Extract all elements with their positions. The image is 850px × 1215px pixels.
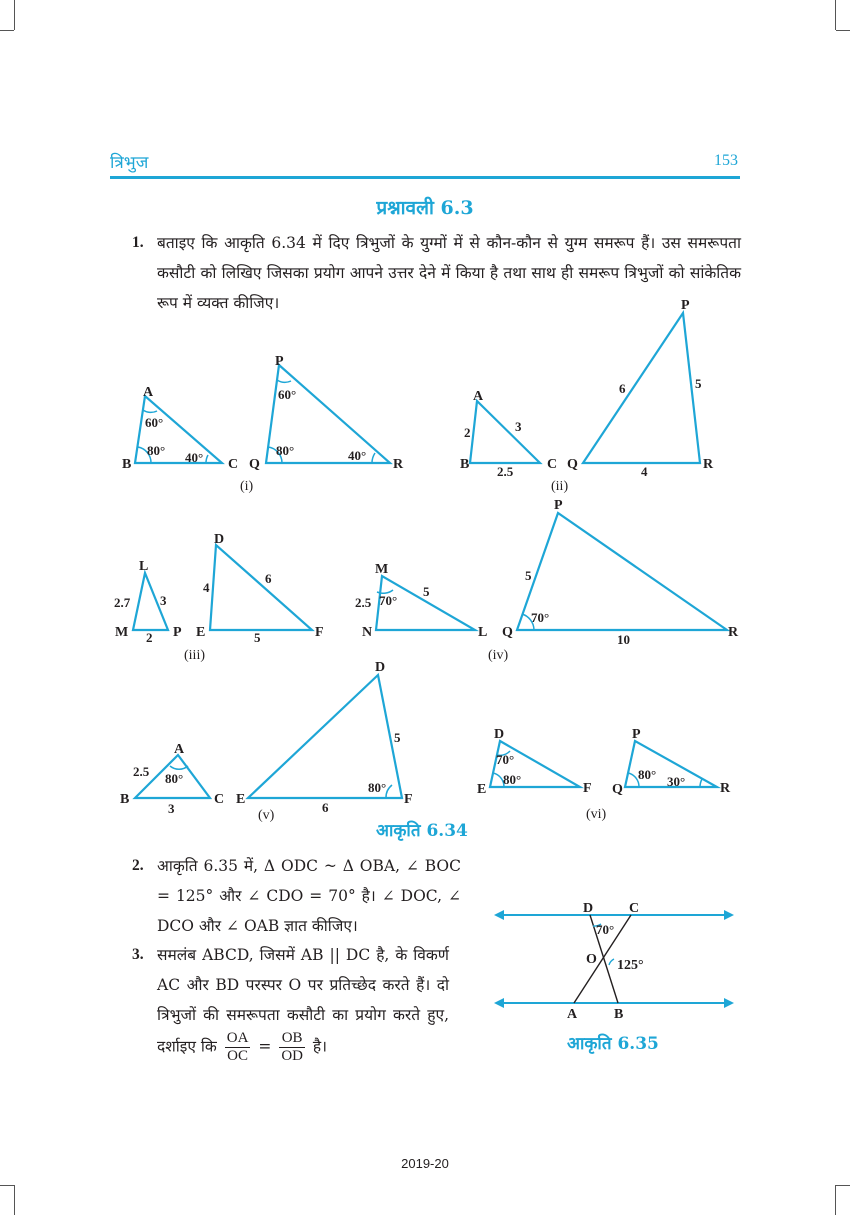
vertex-label: R bbox=[393, 457, 404, 472]
exercise-title: प्रश्नावली 6.3 bbox=[376, 197, 474, 219]
side-label: 5 bbox=[525, 568, 532, 583]
side-label: 5 bbox=[423, 584, 430, 599]
side-label: 6 bbox=[322, 800, 329, 815]
vertex-label: P bbox=[681, 298, 690, 313]
crop-mark bbox=[835, 1185, 836, 1215]
vertex-label: M bbox=[115, 625, 129, 640]
figure-6-34 bbox=[0, 290, 850, 890]
vertex-label: P bbox=[554, 498, 563, 513]
equals-sign: = bbox=[258, 1037, 272, 1056]
vertex-label: P bbox=[632, 727, 641, 742]
vertex-label: B bbox=[460, 457, 470, 472]
vertex-label: P bbox=[173, 625, 182, 640]
side-label: 4 bbox=[641, 464, 648, 479]
side-label: 2.5 bbox=[133, 764, 150, 779]
angle-label: 30° bbox=[667, 774, 686, 789]
crop-mark bbox=[0, 1185, 14, 1186]
angle-label: 80° bbox=[147, 443, 166, 458]
vertex-label: Q bbox=[502, 625, 513, 640]
angle-label: 80° bbox=[503, 772, 522, 787]
crop-mark bbox=[0, 30, 14, 31]
side-label: 3 bbox=[168, 801, 175, 816]
vertex-label: Q bbox=[567, 457, 578, 472]
vertex-label: E bbox=[236, 792, 246, 807]
figure-6-35 bbox=[484, 895, 754, 1065]
question-text bbox=[157, 940, 449, 1065]
fraction-denominator: OD bbox=[281, 1048, 303, 1064]
vertex-label: Q bbox=[612, 782, 623, 797]
vertex-label: F bbox=[404, 792, 413, 807]
angle-label: 70° bbox=[596, 922, 615, 937]
angle-label: 80° bbox=[638, 767, 657, 782]
vertex-label: L bbox=[478, 625, 488, 640]
vertex-label: F bbox=[315, 625, 324, 640]
side-label: 2.7 bbox=[114, 595, 131, 610]
vertex-label: E bbox=[477, 782, 487, 797]
fraction-ob-od bbox=[279, 1030, 305, 1065]
figure-part-label: (v) bbox=[258, 808, 275, 823]
angle-label: 80° bbox=[368, 780, 387, 795]
vertex-label: Q bbox=[249, 457, 260, 472]
question-number: 3. bbox=[132, 946, 144, 963]
vertex-label: B bbox=[122, 457, 132, 472]
question-text-part: समलंब ABCD, जिसमें AB || DC है, के विकर्ण AC और BD परस्पर O पर प्रतिच्छेद करते हैं। दो त्रिभुजों की समरूपता कसौटी का प्रयोग करते हुए, दर्शाइए कि bbox=[157, 946, 449, 1056]
angle-label: 60° bbox=[278, 387, 297, 402]
side-label: 5 bbox=[254, 630, 261, 645]
vertex-label: C bbox=[228, 457, 239, 472]
side-label: 2 bbox=[464, 425, 471, 440]
angle-label: 80° bbox=[165, 771, 184, 786]
side-label: 2.5 bbox=[355, 595, 372, 610]
fraction-numerator: OB bbox=[279, 1030, 305, 1048]
vertex-label: B bbox=[120, 792, 130, 807]
crop-mark bbox=[14, 1185, 15, 1215]
crop-mark bbox=[836, 1185, 850, 1186]
angle-label: 80° bbox=[276, 443, 295, 458]
vertex-label: E bbox=[196, 625, 206, 640]
vertex-label: D bbox=[494, 727, 505, 742]
figure-caption: आकृति 6.35 bbox=[567, 1034, 659, 1054]
figure-part-label: (iii) bbox=[184, 648, 205, 663]
side-label: 5 bbox=[695, 376, 702, 391]
crop-mark bbox=[836, 30, 850, 31]
vertex-label: A bbox=[567, 1007, 578, 1022]
vertex-label: O bbox=[586, 952, 597, 967]
vertex-label: R bbox=[720, 781, 731, 796]
side-label: 6 bbox=[619, 381, 626, 396]
vertex-label: D bbox=[375, 660, 386, 675]
vertex-label: R bbox=[703, 457, 714, 472]
vertex-label: F bbox=[583, 781, 592, 796]
header-rule bbox=[110, 176, 740, 179]
angle-label: 70° bbox=[379, 593, 398, 608]
vertex-label: B bbox=[614, 1007, 624, 1022]
question-number: 2. bbox=[132, 857, 144, 874]
question-text: बताइए कि आकृति 6.34 में दिए त्रिभुजों के युग्मों में से कौन-कौन से युग्म समरूप हैं। उस समरूपता कसौटी को लिखिए जिसका प्रयोग आपने उत्तर देने में किया है तथा साथ ही समरूप त्रिभुजों को सांकेतिक रूप में व्यक्त कीजिए। bbox=[157, 234, 741, 312]
crop-mark bbox=[14, 0, 15, 30]
side-label: 4 bbox=[203, 580, 210, 595]
page-number: 153 bbox=[714, 152, 738, 169]
vertex-label: A bbox=[174, 742, 185, 757]
chapter-title: त्रिभुज bbox=[110, 153, 149, 173]
figure-part-label: (i) bbox=[240, 479, 254, 494]
angle-label: 70° bbox=[496, 752, 515, 767]
fraction-numerator: OA bbox=[226, 1030, 249, 1046]
vertex-label: L bbox=[139, 559, 149, 574]
vertex-label: R bbox=[728, 625, 739, 640]
figure-part-label: (vi) bbox=[586, 807, 607, 822]
side-label: 3 bbox=[515, 419, 522, 434]
side-label: 3 bbox=[160, 593, 167, 608]
side-label: 10 bbox=[617, 632, 630, 647]
triangle-def-iii bbox=[210, 545, 312, 630]
side-label: 6 bbox=[265, 571, 272, 586]
angle-label: 125° bbox=[617, 958, 644, 973]
vertex-label: A bbox=[143, 385, 154, 400]
vertex-label: D bbox=[214, 532, 225, 547]
side-label: 5 bbox=[394, 730, 401, 745]
figure-part-label: (ii) bbox=[551, 479, 569, 494]
vertex-label: N bbox=[362, 625, 373, 640]
crop-mark bbox=[835, 0, 836, 30]
vertex-label: M bbox=[375, 562, 389, 577]
fraction-denominator: OC bbox=[227, 1048, 249, 1064]
question-text-part: है। bbox=[312, 1037, 328, 1056]
question-number: 1. bbox=[132, 234, 144, 251]
side-label: 2 bbox=[146, 630, 153, 645]
figure-caption: आकृति 6.34 bbox=[376, 821, 468, 841]
angle-label: 70° bbox=[531, 610, 550, 625]
side-label: 2.5 bbox=[497, 464, 514, 479]
page-footer: 2019-20 bbox=[401, 1156, 449, 1171]
vertex-label: C bbox=[629, 901, 640, 916]
fraction-oa-oc bbox=[225, 1030, 251, 1065]
angle-label: 40° bbox=[348, 448, 367, 463]
vertex-label: C bbox=[214, 792, 225, 807]
question-text: आकृति 6.35 में, Δ ODC ~ Δ OBA, ∠ BOC = 125° और ∠ CDO = 70° है। ∠ DOC, ∠ DCO और ∠ OAB ज्ञात कीजिए। bbox=[157, 857, 461, 935]
vertex-label: A bbox=[473, 389, 484, 404]
vertex-label: C bbox=[547, 457, 558, 472]
triangle-pqr-ii bbox=[583, 313, 700, 463]
vertex-label: D bbox=[583, 901, 594, 916]
angle-label: 40° bbox=[185, 450, 204, 465]
vertex-label: P bbox=[275, 354, 284, 369]
triangle-abc-ii bbox=[470, 401, 540, 463]
figure-part-label: (iv) bbox=[488, 648, 509, 663]
angle-label: 60° bbox=[145, 415, 164, 430]
